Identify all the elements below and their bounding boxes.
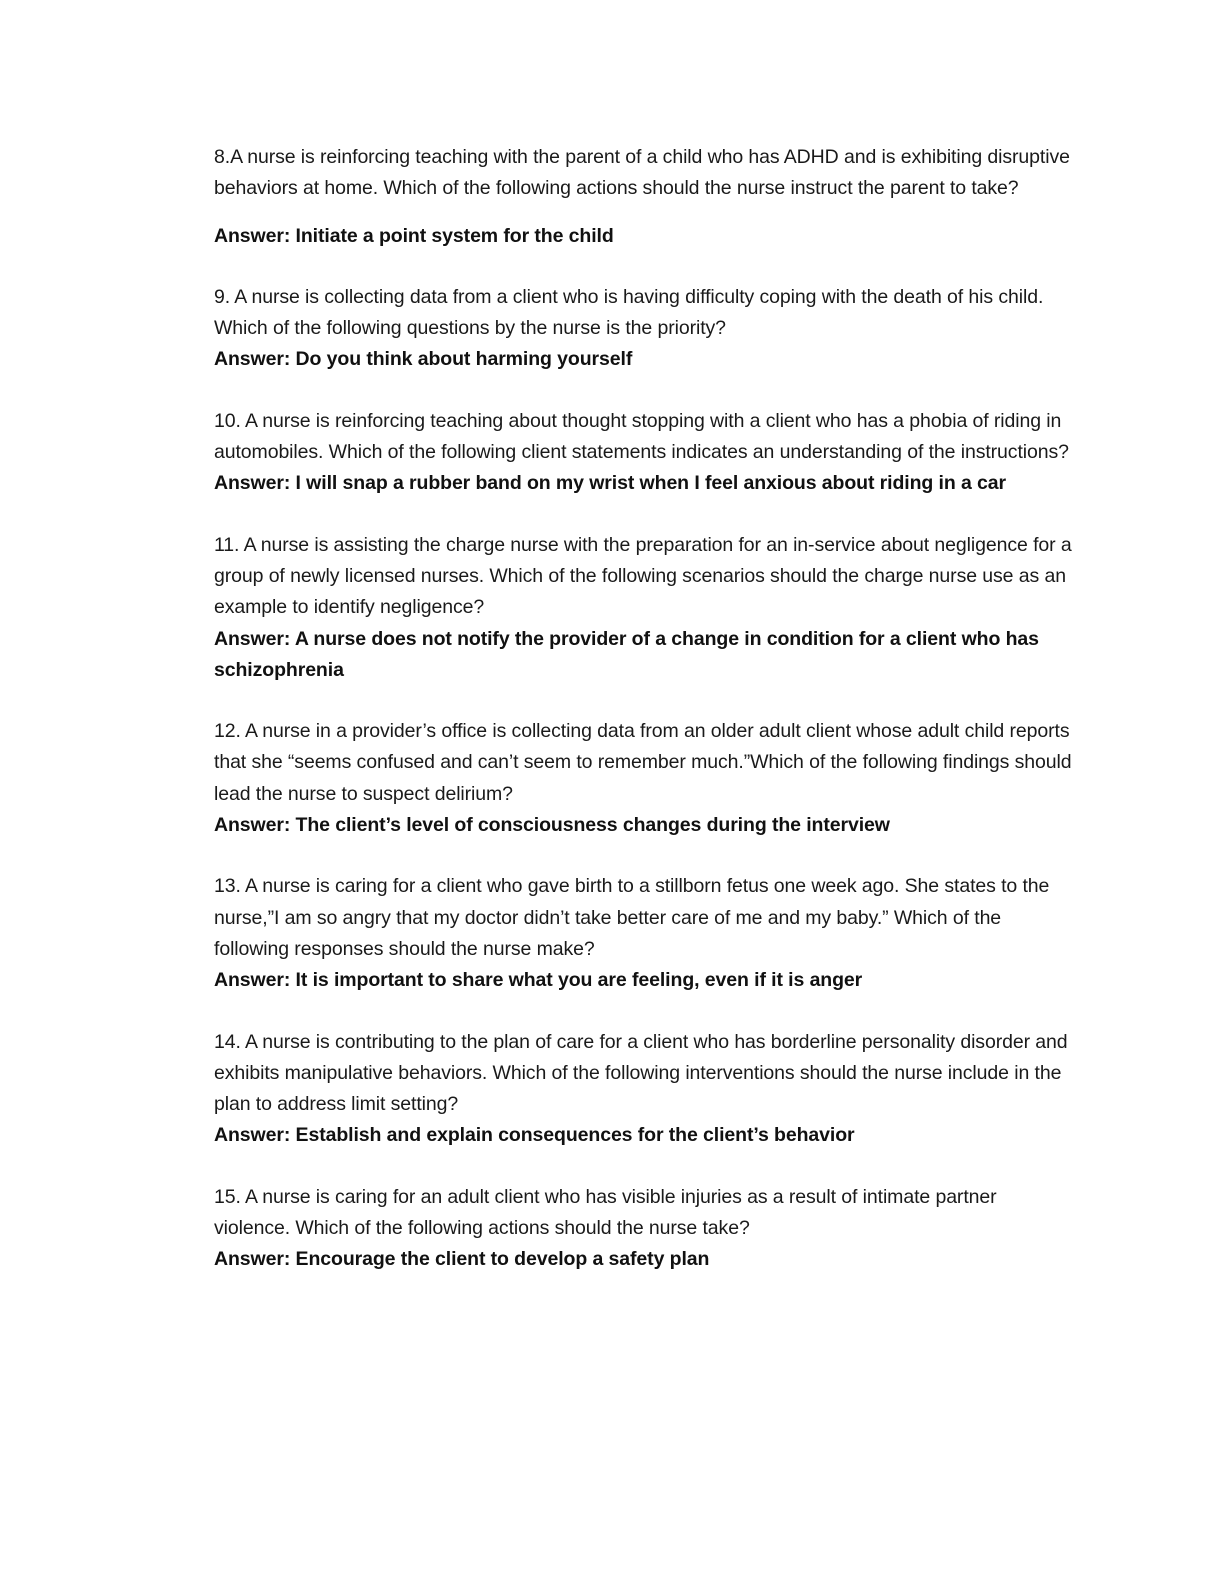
qa-item-10 <box>214 406 1074 500</box>
spacer <box>214 205 1074 221</box>
question-text: 12. A nurse in a provider’s office is collecting data from an older adult client whose adult child reports that she “seems confused and can’t seem to remember much.”Which of the following findings should lead the nurse to suspect delirium? <box>214 720 1072 805</box>
answer-text: Answer: The client’s level of consciousness changes during the interview <box>214 814 890 837</box>
question-text: 15. A nurse is caring for an adult client who has visible injuries as a result of intimate partner violence. Which of the following actions should the nurse take? <box>214 1185 997 1240</box>
qa-item-12 <box>214 716 1074 841</box>
qa-item-8 <box>214 142 1074 252</box>
qa-item-13 <box>214 871 1074 996</box>
answer-text: Answer: Do you think about harming yourself <box>214 348 633 371</box>
question-text: 10. A nurse is reinforcing teaching about thought stopping with a client who has a phobia of riding in automobiles. Which of the following client statements indicates an understanding of the instructions? <box>214 409 1069 464</box>
answer-text: Answer: It is important to share what you are feeling, even if it is anger <box>214 969 863 992</box>
qa-item-11 <box>214 530 1074 686</box>
answer-text: Answer: Establish and explain consequences for the client’s behavior <box>214 1124 855 1147</box>
question-text: 8.A nurse is reinforcing teaching with the parent of a child who has ADHD and is exhibiting disruptive behaviors at home. Which of the following actions should the nurse instruct the parent to take? <box>214 146 1070 200</box>
qa-item-14 <box>214 1027 1074 1152</box>
answer-text: Answer: I will snap a rubber band on my wrist when I feel anxious about riding in a car <box>214 472 1007 495</box>
question-text: 11. A nurse is assisting the charge nurse with the preparation for an in-service about negligence for a group of newly licensed nurses. Which of the following scenarios should the charge nurse use as an example to identify negligence? <box>214 533 1072 619</box>
question-text: 13. A nurse is caring for a client who gave birth to a stillborn fetus one week ago. She states to the nurse,”I am so angry that my doctor didn’t take better care of me and my baby.” Which of the following responses should the nurse make? <box>214 875 1050 960</box>
answer-text: Answer: Initiate a point system for the child <box>214 224 614 247</box>
document-page <box>214 142 1074 1276</box>
answer-text: Answer: Encourage the client to develop a safety plan <box>214 1248 710 1271</box>
qa-item-15 <box>214 1182 1074 1276</box>
qa-item-9 <box>214 282 1074 376</box>
answer-text: Answer: A nurse does not notify the provider of a change in condition for a client who has schizophrenia <box>214 627 1039 681</box>
question-text: 14. A nurse is contributing to the plan of care for a client who has borderline personality disorder and exhibits manipulative behaviors. Which of the following interventions should the nurse include in the plan to address limit setting? <box>214 1030 1068 1116</box>
question-text: 9. A nurse is collecting data from a client who is having difficulty coping with the death of his child. Which of the following questions by the nurse is the priority? <box>214 285 1044 340</box>
